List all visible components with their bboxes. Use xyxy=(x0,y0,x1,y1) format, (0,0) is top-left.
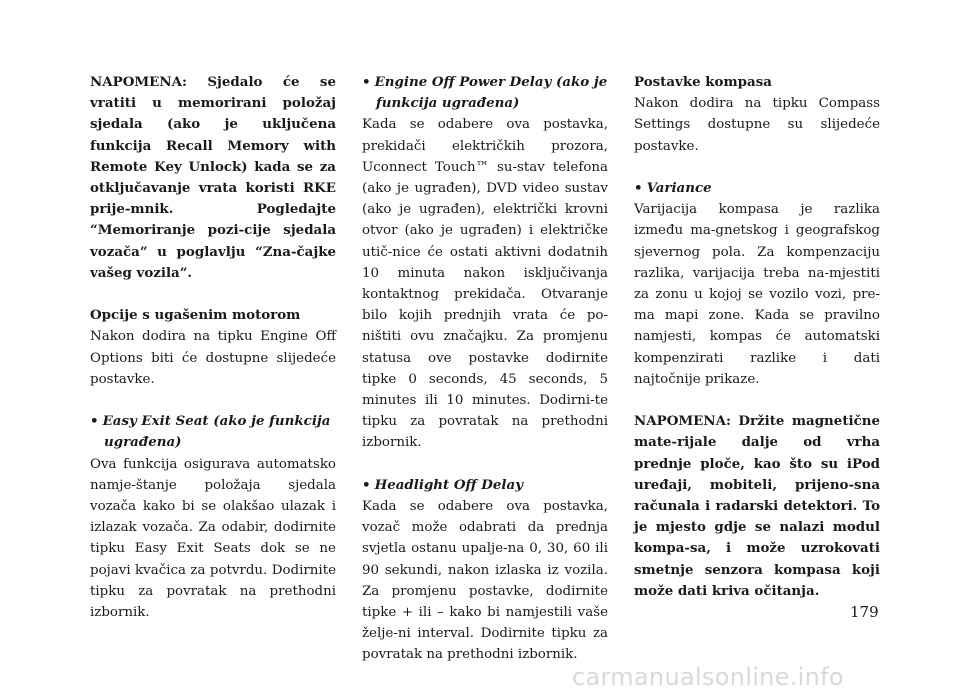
note-block xyxy=(634,411,880,602)
power-delay-section xyxy=(362,72,608,454)
compass-section xyxy=(634,72,880,157)
text-easy-exit-seat: Ova funkcija osigurava automatsko namje-štanje položaja sjedala vozača kako bi se olakšao ulazak i izlazak vozača. Za odabir, dodirnite tipku Easy Exit Seats dok se ne pojavi kvačica za potvrdu. Dodirnite tipku za povratak na prethodni izbornik. xyxy=(90,456,336,621)
bullet-heading-variance xyxy=(634,178,880,199)
headlight-section xyxy=(362,475,608,666)
text-headlight-off-delay: Kada se odabere ova postavka, vozač može odabrati da prednja svjetla ostanu upalje-na 0, 30, 60 ili 90 sekundi, nakon izlaska iz vozila. Za promjenu postavke, dodirnite tipke + ili – kako bi namjestili vaše želje-ni interval. Dodirnite tipku za povratak na prethodni izbornik. xyxy=(362,499,608,663)
bullet-heading-easy-exit xyxy=(90,411,336,453)
text-engine-off-options: Nakon dodira na tipku Engine Off Options biti će dostupne slijedeće postavke. xyxy=(90,329,336,387)
heading-easy-exit-seat: Easy Exit Seat (ako je funkcija ugrađena) xyxy=(102,413,331,451)
bullet-icon: • xyxy=(90,413,99,430)
page-number: 179 xyxy=(850,603,879,621)
column-middle xyxy=(362,72,608,687)
note-seat-memory: NAPOMENA: Sjedalo će se vratiti u memorirani položaj sjedala (ako je uključena funkcija Recall Memory with Remote Key Unlock) kada se za otključavanje vrata koristi RKE prije-mnik. Pogledajte “Memoriranje pozi-cije sjedala vozača” u poglavlju “Zna-čajke vašeg vozila”. xyxy=(90,74,336,281)
variance-section xyxy=(634,178,880,390)
heading-compass-settings: Postavke kompasa xyxy=(634,74,772,90)
engine-off-section xyxy=(90,305,336,390)
column-left xyxy=(90,72,336,644)
watermark-text: carmanualsonline.info xyxy=(572,663,844,691)
bullet-icon: • xyxy=(362,476,371,493)
easy-exit-section xyxy=(90,411,336,623)
bullet-heading-headlight xyxy=(362,475,608,496)
heading-engine-off-options: Opcije s ugašenim motorom xyxy=(90,307,301,324)
heading-variance: Variance xyxy=(646,180,712,196)
text-variance: Varijacija kompasa je razlika između ma-gnetskog i geografskog sjevernog pola. Za kompenzaciju razlika, varijacija treba na-mjestiti za zonu u kojoj se vozilo vozi, pre-ma mapi zone. Kada se pravilno namjesti, kompas će automatski kompenzirati razlike i dati najtočnije prikaze. xyxy=(634,202,880,387)
bullet-icon: • xyxy=(362,74,371,90)
note-magnetic-materials: NAPOMENA: Držite magnetične mate-rijale dalje od vrha prednje ploče, kao što su iPod uređaji, mobiteli, prijeno-sna računala i radarski detektori. To je mjesto gdje se nalazi modul kompa-sa, i može uzrokovati smetnje senzora kompasa koji može dati kriva očitanja. xyxy=(634,413,880,599)
heading-headlight-off-delay: Headlight Off Delay xyxy=(374,476,523,493)
bullet-heading-power-delay xyxy=(362,72,608,114)
text-engine-off-power-delay: Kada se odabere ova postavka, prekidači električkih prozora, Uconnect Touch™ su-stav telefona (ako je ugrađen), DVD video sustav (ako je ugrađen), električki krovni otvor (ako je ugrađen) i električke utič-nice će ostati aktivni dodatnih 10 minuta nakon isključivanja kontaktnog prekidača. Otvaranje bilo kojih prednjih vrata će po-ništiti ovu značajku. Za promjenu statusa ove postavke dodirnite tipke 0 seconds, 45 seconds, 5 minutes ili 10 minutes. Dodirni-te tipku za povratak na prethodni izbornik. xyxy=(362,117,608,451)
note-block xyxy=(90,72,336,284)
text-compass-settings: Nakon dodira na tipku Compass Settings dostupne su slijedeće postavke. xyxy=(634,96,880,154)
bullet-icon: • xyxy=(634,180,643,196)
column-right xyxy=(634,72,880,623)
heading-engine-off-power-delay: Engine Off Power Delay (ako je funkcija ugrađena) xyxy=(374,74,608,112)
